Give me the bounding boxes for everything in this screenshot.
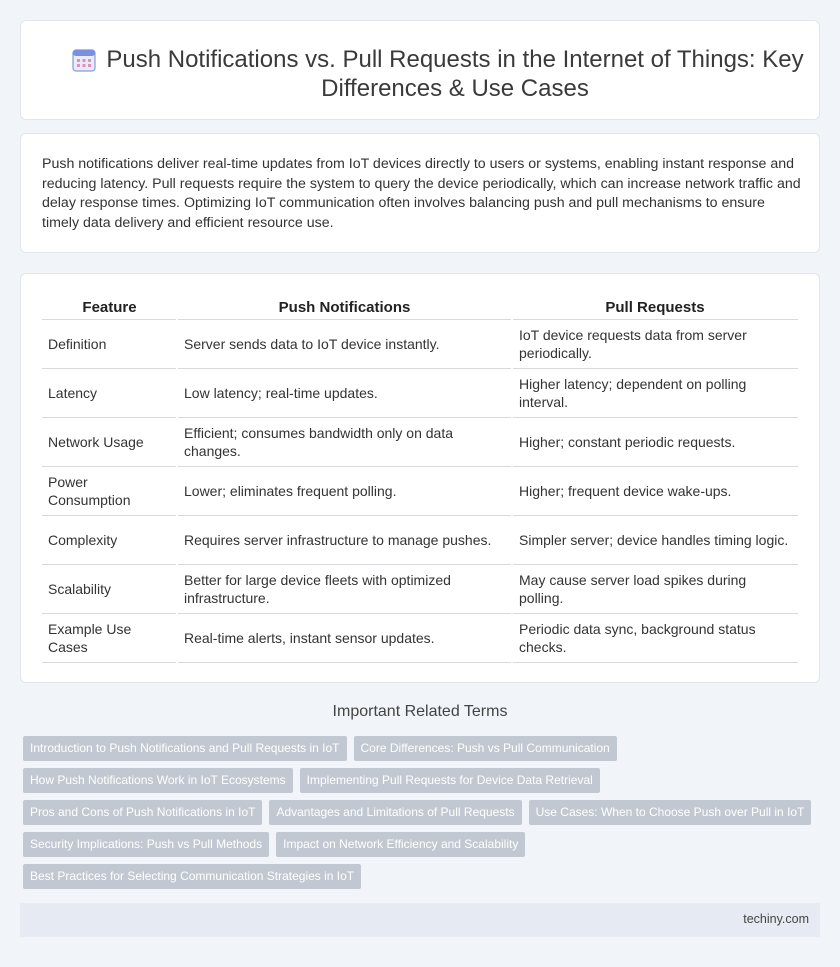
site-name[interactable]: techiny.com — [743, 912, 809, 926]
related-terms-title: Important Related Terms — [332, 703, 508, 720]
feature-cell: Example Use Cases — [42, 613, 177, 662]
pull-cell: Higher; frequent device wake-ups. — [512, 466, 798, 515]
intro-card — [20, 133, 820, 253]
table-row — [42, 319, 798, 368]
pull-cell: Simpler server; device handles timing logic. — [512, 515, 798, 564]
calendar-icon — [71, 47, 97, 73]
feature-cell: Definition — [42, 319, 177, 368]
comparison-table — [42, 296, 798, 663]
feature-cell: Scalability — [42, 564, 177, 613]
comparison-table-card — [20, 273, 820, 683]
title-card — [20, 20, 820, 120]
pull-cell: May cause server load spikes during polling. — [512, 564, 798, 613]
feature-cell: Power Consumption — [42, 466, 177, 515]
header-feature: Feature — [42, 296, 177, 319]
related-term-tag[interactable]: Use Cases: When to Choose Push over Pull in IoT — [529, 800, 812, 825]
push-cell: Better for large device fleets with optimized infrastructure. — [177, 564, 512, 613]
pull-cell: Higher latency; dependent on polling interval. — [512, 368, 798, 417]
related-term-tag[interactable]: Advantages and Limitations of Pull Requests — [269, 800, 521, 825]
table-row — [42, 515, 798, 564]
related-term-tag[interactable]: Introduction to Push Notifications and Pull Requests in IoT — [23, 736, 347, 761]
table-row — [42, 613, 798, 662]
pull-cell: Higher; constant periodic requests. — [512, 417, 798, 466]
pull-cell: Periodic data sync, background status checks. — [512, 613, 798, 662]
related-term-tag[interactable]: Impact on Network Efficiency and Scalability — [276, 832, 525, 857]
table-row — [42, 417, 798, 466]
feature-cell: Complexity — [42, 515, 177, 564]
push-cell: Low latency; real-time updates. — [177, 368, 512, 417]
related-term-tag[interactable]: How Push Notifications Work in IoT Ecosystems — [23, 768, 293, 793]
table-row — [42, 368, 798, 417]
related-terms-list — [23, 736, 823, 896]
related-term-tag[interactable]: Implementing Pull Requests for Device Data Retrieval — [300, 768, 600, 793]
push-cell: Efficient; consumes bandwidth only on data changes. — [177, 417, 512, 466]
table-header-row — [42, 296, 798, 319]
feature-cell: Network Usage — [42, 417, 177, 466]
feature-cell: Latency — [42, 368, 177, 417]
footer — [20, 903, 820, 937]
intro-paragraph: Push notifications deliver real-time updates from IoT devices directly to users or systems, enabling instant response and reducing latency. Pull requests require the system to query the device periodically, which can increase network traffic and delay response times. Optimizing IoT communication often involves balancing push and pull mechanisms to ensure timely data delivery and efficient resource use. — [42, 156, 801, 231]
header-pull: Pull Requests — [512, 296, 798, 319]
push-cell: Real-time alerts, instant sensor updates. — [177, 613, 512, 662]
table-row — [42, 564, 798, 613]
pull-cell: IoT device requests data from server periodically. — [512, 319, 798, 368]
push-cell: Requires server infrastructure to manage pushes. — [177, 515, 512, 564]
header-push: Push Notifications — [177, 296, 512, 319]
push-cell: Lower; eliminates frequent polling. — [177, 466, 512, 515]
related-term-tag[interactable]: Pros and Cons of Push Notifications in IoT — [23, 800, 262, 825]
related-term-tag[interactable]: Core Differences: Push vs Pull Communication — [354, 736, 617, 761]
table-row — [42, 466, 798, 515]
related-term-tag[interactable]: Best Practices for Selecting Communication Strategies in IoT — [23, 864, 361, 889]
page-title: Push Notifications vs. Pull Requests in the Internet of Things: Key Differences & Use Cases — [106, 46, 804, 102]
related-term-tag[interactable]: Security Implications: Push vs Pull Methods — [23, 832, 269, 857]
push-cell: Server sends data to IoT device instantly. — [177, 319, 512, 368]
